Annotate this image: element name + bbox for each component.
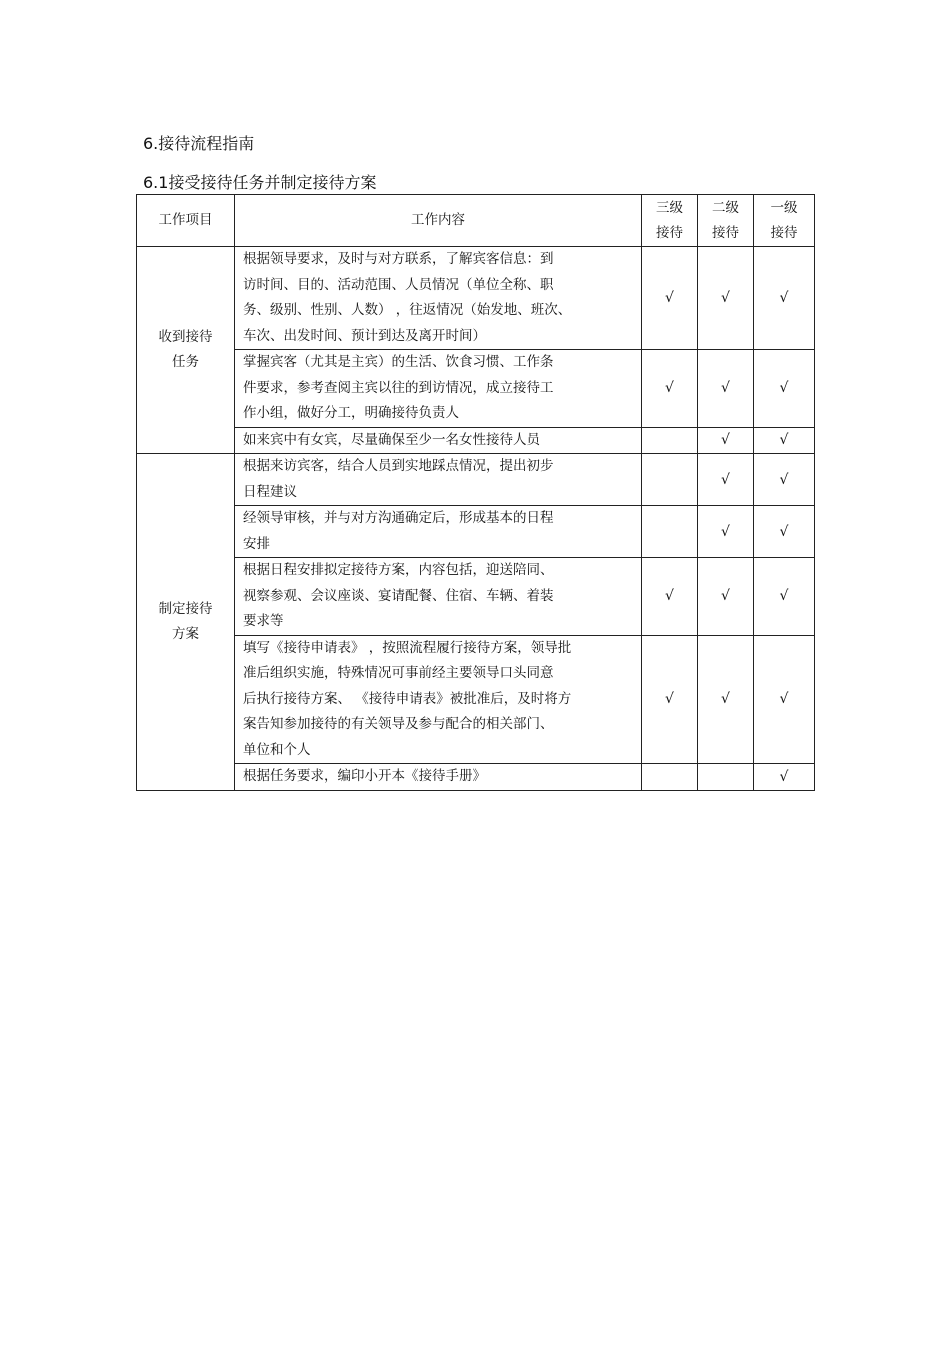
table-row	[137, 506, 815, 558]
content-line: 访时间、目的、活动范围、人员情况（单位全称、职	[243, 276, 554, 293]
level1-check: √	[754, 454, 815, 506]
level1-check: √	[754, 764, 815, 791]
content-line: 务、级别、性别、人数） ，往返情况（始发地、班次、	[243, 302, 572, 318]
group-name-receive-task	[137, 247, 235, 454]
content-line: 单位和个人	[243, 741, 311, 758]
header-level3-line1: 三级	[656, 199, 683, 216]
level2-check: √	[698, 350, 754, 428]
group-name-line: 收到接待	[158, 329, 213, 345]
header-level1-line1: 一级	[770, 199, 798, 216]
table-row	[137, 764, 815, 791]
header-level1	[754, 195, 815, 247]
header-work-item: 工作项目	[137, 195, 235, 247]
content-line: 车次、出发时间、预计到达及离开时间）	[243, 327, 486, 344]
level1-check: √	[754, 350, 815, 428]
content-line: 视察参观、会议座谈、宴请配餐、住宿、车辆、着装	[243, 587, 554, 604]
level3-check: √	[642, 247, 698, 350]
group-name-line: 制定接待	[158, 600, 213, 617]
content-line: 如来宾中有女宾，尽量确保至少一名女性接待人员	[243, 431, 540, 448]
content-line: 安排	[243, 535, 270, 552]
level2-check: √	[698, 454, 754, 506]
content-line: 根据领导要求，及时与对方联系，了解宾客信息：到	[243, 251, 554, 267]
level1-check: √	[754, 506, 815, 558]
table-row	[137, 635, 815, 764]
task-content	[235, 764, 642, 791]
subsection-heading: 6.1接受接待任务并制定接待方案	[143, 173, 377, 192]
header-level2-line2: 接待	[712, 224, 739, 241]
level3-check	[642, 454, 698, 506]
level2-check: √	[698, 506, 754, 558]
task-content	[235, 506, 642, 558]
content-line: 根据来访宾客，结合人员到实地踩点情况，提出初步	[243, 458, 554, 474]
group-name-line: 方案	[172, 625, 199, 642]
header-work-content: 工作内容	[235, 195, 642, 247]
level3-check: √	[642, 635, 698, 764]
content-line: 要求等	[243, 613, 284, 629]
task-content	[235, 558, 642, 636]
content-line: 作小组，做好分工，明确接待负责人	[243, 405, 459, 421]
level2-check: √	[698, 635, 754, 764]
content-line: 案告知参加接待的有关领导及参与配合的相关部门、	[243, 716, 554, 732]
level3-check	[642, 506, 698, 558]
content-line: 根据日程安排拟定接待方案，内容包括，迎送陪同、	[243, 562, 554, 578]
level1-check: √	[754, 635, 815, 764]
task-content	[235, 454, 642, 506]
level2-check	[698, 764, 754, 791]
content-line: 填写《接待申请表》 ，按照流程履行接待方案，领导批	[243, 639, 572, 656]
task-content	[235, 635, 642, 764]
level3-check	[642, 764, 698, 791]
level1-check: √	[754, 558, 815, 636]
content-line: 经领导审核，并与对方沟通确定后，形成基本的日程	[243, 510, 554, 526]
group-name-make-plan	[137, 454, 235, 791]
header-level3-line2: 接待	[656, 224, 683, 241]
header-level3	[642, 195, 698, 247]
table-row	[137, 427, 815, 454]
content-line: 件要求，参考查阅主宾以往的到访情况，成立接待工	[243, 379, 554, 396]
task-content	[235, 247, 642, 350]
level2-check: √	[698, 558, 754, 636]
task-content	[235, 427, 642, 454]
table-header-row	[137, 195, 815, 247]
content-line: 掌握宾客（尤其是主宾）的生活、饮食习惯、工作条	[243, 354, 554, 370]
level3-check	[642, 427, 698, 454]
level1-check: √	[754, 247, 815, 350]
level3-check: √	[642, 350, 698, 428]
level2-check: √	[698, 427, 754, 454]
table-row	[137, 454, 815, 506]
header-level2	[698, 195, 754, 247]
header-level1-line2: 接待	[770, 224, 798, 241]
header-level2-line1: 二级	[712, 199, 739, 216]
level3-check: √	[642, 558, 698, 636]
table-row	[137, 350, 815, 428]
table-row	[137, 558, 815, 636]
level2-check: √	[698, 247, 754, 350]
group-name-line: 任务	[172, 354, 199, 370]
section-heading: 6.接待流程指南	[143, 134, 255, 153]
content-line: 日程建议	[243, 483, 297, 500]
content-line: 根据任务要求，编印小开本《接待手册》	[243, 768, 486, 784]
task-content	[235, 350, 642, 428]
reception-task-table	[136, 194, 815, 791]
level1-check: √	[754, 427, 815, 454]
table-row	[137, 247, 815, 350]
content-line: 后执行接待方案、 《接待申请表》被批准后，及时将方	[243, 690, 572, 707]
content-line: 准后组织实施，特殊情况可事前经主要领导口头同意	[243, 665, 554, 681]
